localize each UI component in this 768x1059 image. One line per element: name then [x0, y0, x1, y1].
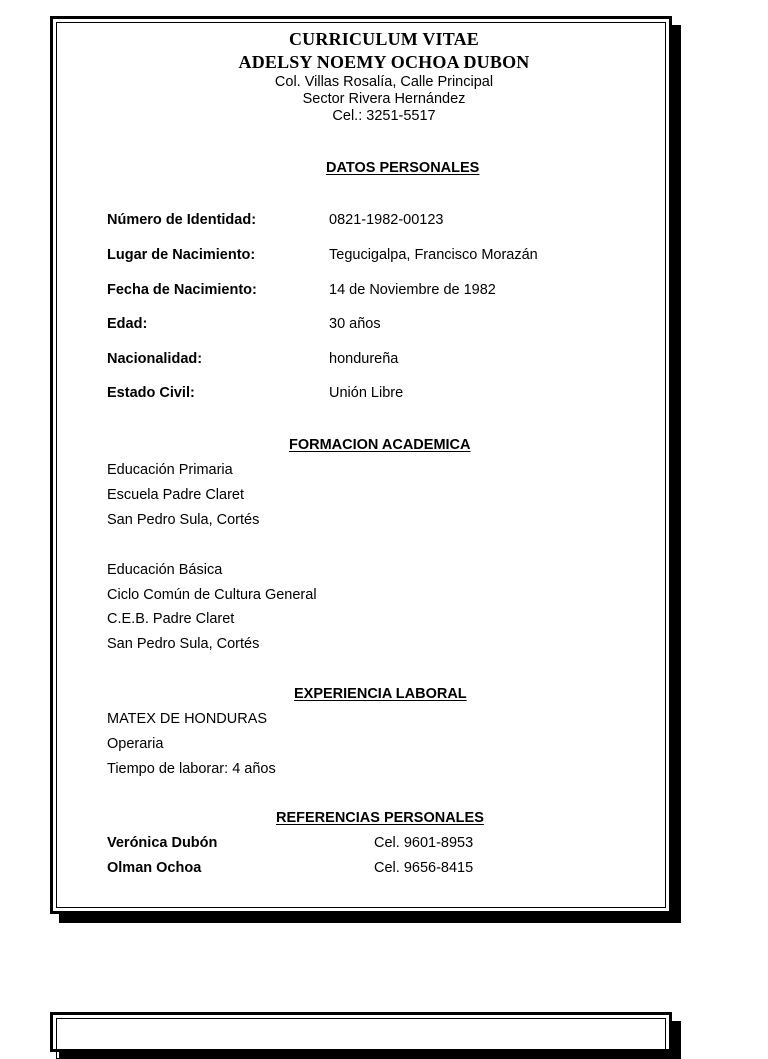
address-line-1: Col. Villas Rosalía, Calle Principal: [274, 74, 494, 90]
section-heading-education: FORMACION ACADEMICA: [289, 437, 471, 453]
personal-value: Unión Libre: [329, 385, 404, 401]
section-heading-personal: DATOS PERSONALES: [326, 160, 480, 176]
education-line: C.E.B. Padre Claret: [107, 611, 235, 627]
personal-label: Nacionalidad:: [107, 351, 203, 367]
personal-value: 30 años: [329, 316, 381, 332]
section-heading-references: REFERENCIAS PERSONALES: [276, 810, 484, 826]
education-line: Educación Primaria: [107, 462, 233, 478]
experience-line: Operaria: [107, 736, 164, 752]
reference-name: Olman Ochoa: [107, 860, 202, 876]
personal-value: 14 de Noviembre de 1982: [329, 282, 496, 298]
section-heading-experience: EXPERIENCIA LABORAL: [294, 686, 467, 702]
personal-value: hondureña: [329, 351, 399, 367]
experience-line: MATEX DE HONDURAS: [107, 711, 268, 727]
personal-label: Edad:: [107, 316, 148, 332]
person-name: ADELSY NOEMY OCHOA DUBON: [238, 52, 530, 72]
education-line: Educación Básica: [107, 562, 223, 578]
personal-value: 0821-1982-00123: [329, 212, 444, 228]
personal-label: Lugar de Nacimiento:: [107, 247, 256, 263]
document-title: CURRICULUM VITAE: [288, 29, 480, 49]
experience-line: Tiempo de laborar: 4 años: [107, 761, 276, 777]
personal-label: Fecha de Nacimiento:: [107, 282, 257, 298]
reference-phone: Cel. 9601-8953: [374, 835, 474, 851]
next-page: [50, 1012, 672, 1052]
personal-value: Tegucigalpa, Francisco Morazán: [329, 247, 538, 263]
education-line: Escuela Padre Claret: [107, 487, 245, 503]
page-inner-border: [56, 1018, 666, 1059]
education-line: San Pedro Sula, Cortés: [107, 636, 260, 652]
personal-label: Número de Identidad:: [107, 212, 257, 228]
education-line: San Pedro Sula, Cortés: [107, 512, 260, 528]
personal-label: Estado Civil:: [107, 385, 195, 401]
reference-phone: Cel. 9656-8415: [374, 860, 474, 876]
phone-line: Cel.: 3251-5517: [332, 108, 436, 124]
education-line: Ciclo Común de Cultura General: [107, 587, 317, 603]
reference-name: Verónica Dubón: [107, 835, 218, 851]
address-line-2: Sector Rivera Hernández: [302, 91, 466, 107]
